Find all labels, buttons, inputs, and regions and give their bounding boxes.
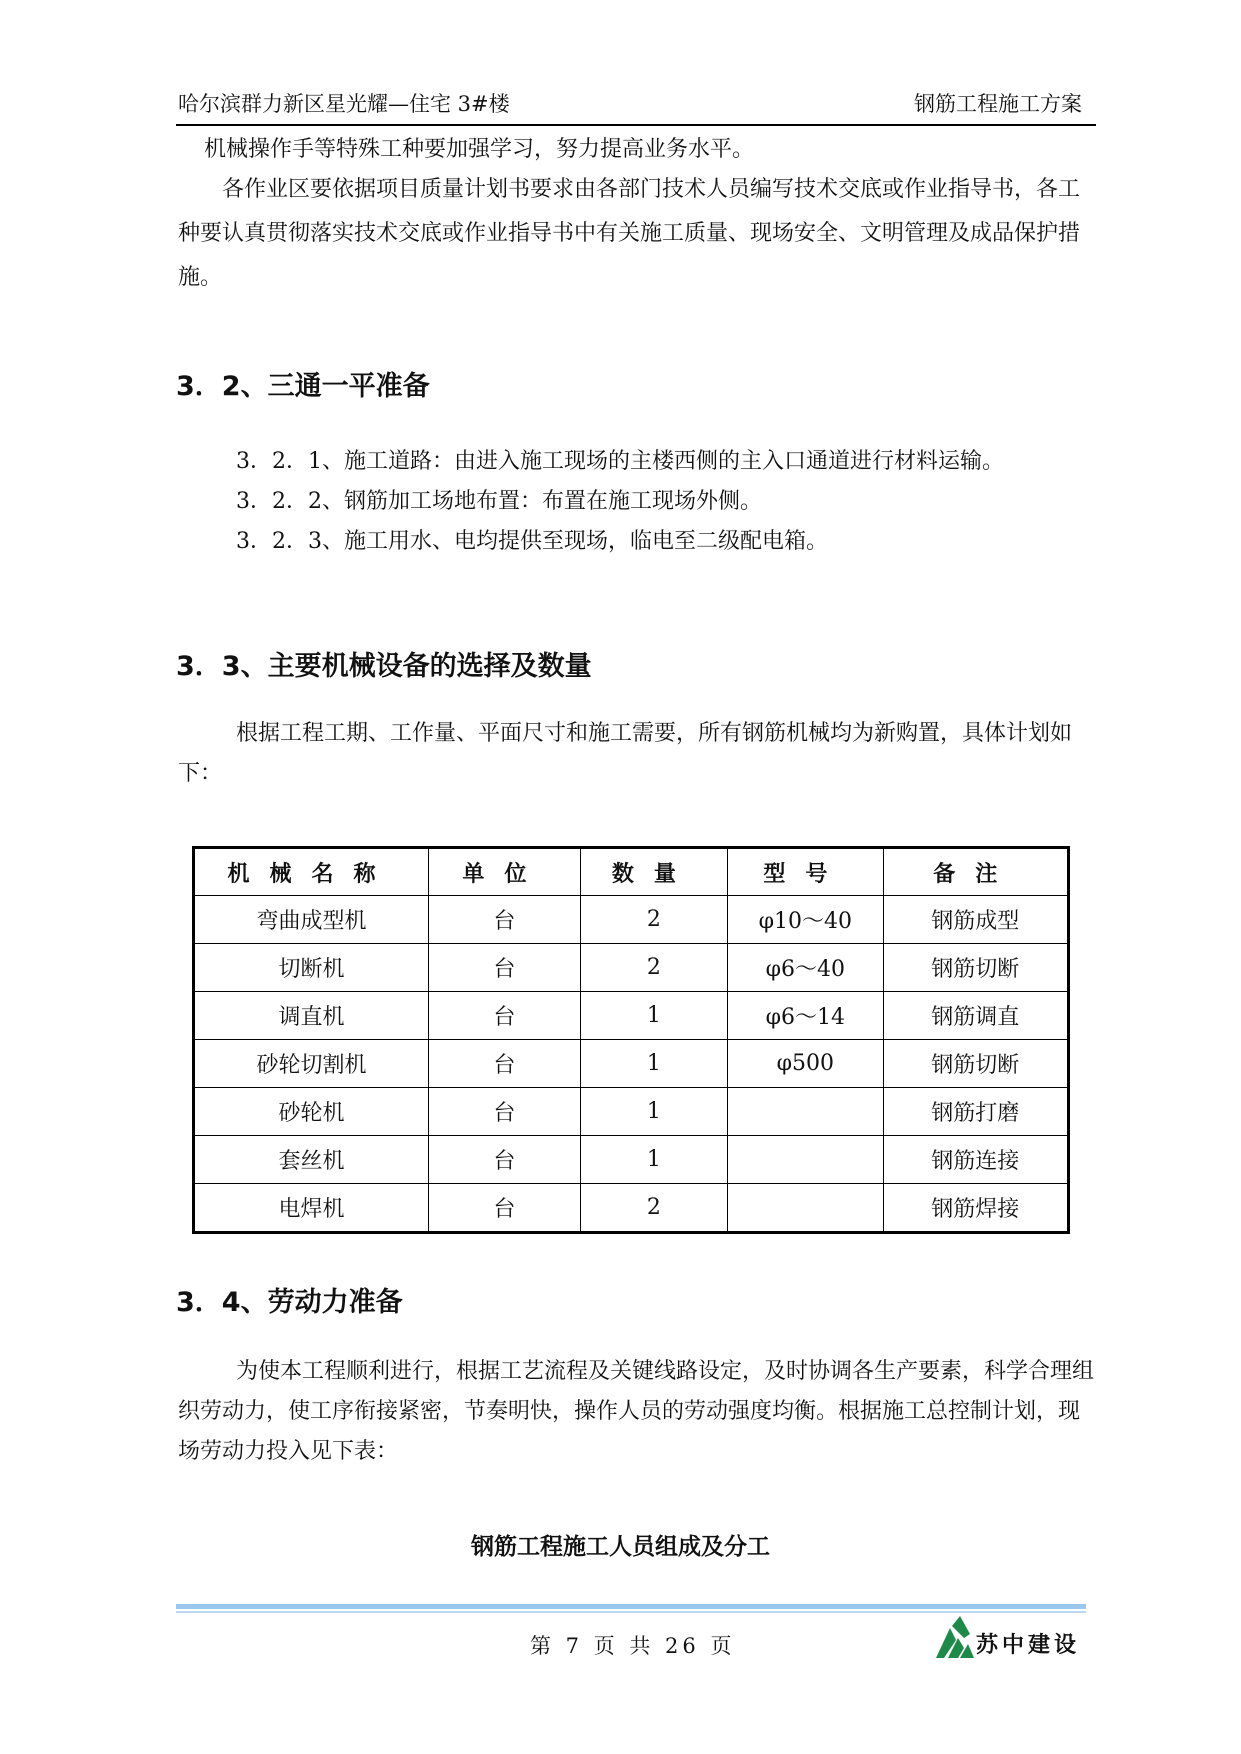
column-header: 机械名称 — [194, 848, 429, 896]
list-item: 3．2．1、施工道路：由进入施工现场的主楼西侧的主入口通道进行材料运输。 — [236, 449, 1004, 474]
table-cell: 2 — [580, 944, 728, 992]
intro-paragraph-1: 机械操作手等特殊工种要加强学习，努力提高业务水平。 — [204, 137, 755, 162]
table-cell: 钢筋连接 — [883, 1136, 1068, 1184]
table-cell: 1 — [580, 992, 728, 1040]
table-cell: 1 — [580, 1136, 728, 1184]
table-cell: 钢筋打磨 — [883, 1088, 1068, 1136]
table-row — [194, 1088, 1069, 1136]
table-row — [194, 896, 1069, 944]
header-project-name: 哈尔滨群力新区星光耀—住宅 3#楼 — [178, 92, 510, 116]
section-3-4-paragraph: 为使本工程顺利进行，根据工艺流程及关键线路设定，及时协调各生产要素，科学合理组织劳动力，使工序衔接紧密，节奏明快，操作人员的劳动强度均衡。根据施工总控制计划，现场劳动力投入见下表： — [178, 1359, 1095, 1464]
column-header: 备注 — [883, 848, 1068, 896]
header-doc-title: 钢筋工程施工方案 — [914, 92, 1082, 116]
column-header: 单位 — [429, 848, 580, 896]
table-header-row — [194, 848, 1069, 896]
table-cell: 2 — [580, 1184, 728, 1233]
list-item: 3．2．2、钢筋加工场地布置：布置在施工现场外侧。 — [236, 489, 762, 514]
table-cell: 台 — [429, 1184, 580, 1233]
section-3-3-title: 3．3、主要机械设备的选择及数量 — [176, 651, 592, 682]
company-logo-text: 苏中建设 — [976, 1632, 1081, 1658]
table-cell: 台 — [429, 944, 580, 992]
table-cell: 钢筋焊接 — [883, 1184, 1068, 1233]
table-cell: 砂轮切割机 — [194, 1040, 429, 1088]
column-header: 数量 — [580, 848, 728, 896]
table-cell: 钢筋成型 — [883, 896, 1068, 944]
table-cell: 台 — [429, 1040, 580, 1088]
table-caption: 钢筋工程施工人员组成及分工 — [471, 1534, 770, 1560]
table-cell: φ6～14 — [728, 992, 884, 1040]
table-cell: 钢筋切断 — [883, 944, 1068, 992]
table-cell — [728, 1136, 884, 1184]
page-header — [176, 84, 1096, 126]
equipment-table — [192, 846, 1070, 1234]
table-row — [194, 992, 1069, 1040]
section-3-4-title: 3．4、劳动力准备 — [176, 1287, 403, 1318]
list-item: 3．2．3、施工用水、电均提供至现场，临电至二级配电箱。 — [236, 529, 828, 554]
table-cell: 台 — [429, 1088, 580, 1136]
table-cell: 台 — [429, 896, 580, 944]
table-cell: φ10～40 — [728, 896, 884, 944]
table-cell: 切断机 — [194, 944, 429, 992]
table-cell: 弯曲成型机 — [194, 896, 429, 944]
table-cell: 套丝机 — [194, 1136, 429, 1184]
intro-paragraph-2: 各作业区要依据项目质量计划书要求由各部门技术人员编写技术交底或作业指导书，各工种要认真贯彻落实技术交底或作业指导书中有关施工质量、现场安全、文明管理及成品保护措施。 — [178, 177, 1081, 290]
table-cell: 钢筋切断 — [883, 1040, 1068, 1088]
table-cell: 台 — [429, 1136, 580, 1184]
table-row — [194, 944, 1069, 992]
section-3-3-paragraph: 根据工程工期、工作量、平面尺寸和施工需要，所有钢筋机械均为新购置，具体计划如下： — [178, 721, 1073, 786]
table-cell: 电焊机 — [194, 1184, 429, 1233]
table-cell: 1 — [580, 1040, 728, 1088]
table-cell: 砂轮机 — [194, 1088, 429, 1136]
table-row — [194, 1184, 1069, 1233]
table-row — [194, 1040, 1069, 1088]
section-3-2-title: 3．2、三通一平准备 — [176, 371, 430, 402]
table-cell: 调直机 — [194, 992, 429, 1040]
table-cell: 2 — [580, 896, 728, 944]
table-row — [194, 1136, 1069, 1184]
table-cell: φ6～40 — [728, 944, 884, 992]
column-header: 型号 — [728, 848, 884, 896]
table-cell: 钢筋调直 — [883, 992, 1068, 1040]
table-cell — [728, 1184, 884, 1233]
footer-rule — [176, 1604, 1086, 1614]
table-cell: φ500 — [728, 1040, 884, 1088]
table-cell — [728, 1088, 884, 1136]
page-number: 第 7 页 共 26 页 — [530, 1634, 736, 1658]
table-cell: 台 — [429, 992, 580, 1040]
table-cell: 1 — [580, 1088, 728, 1136]
